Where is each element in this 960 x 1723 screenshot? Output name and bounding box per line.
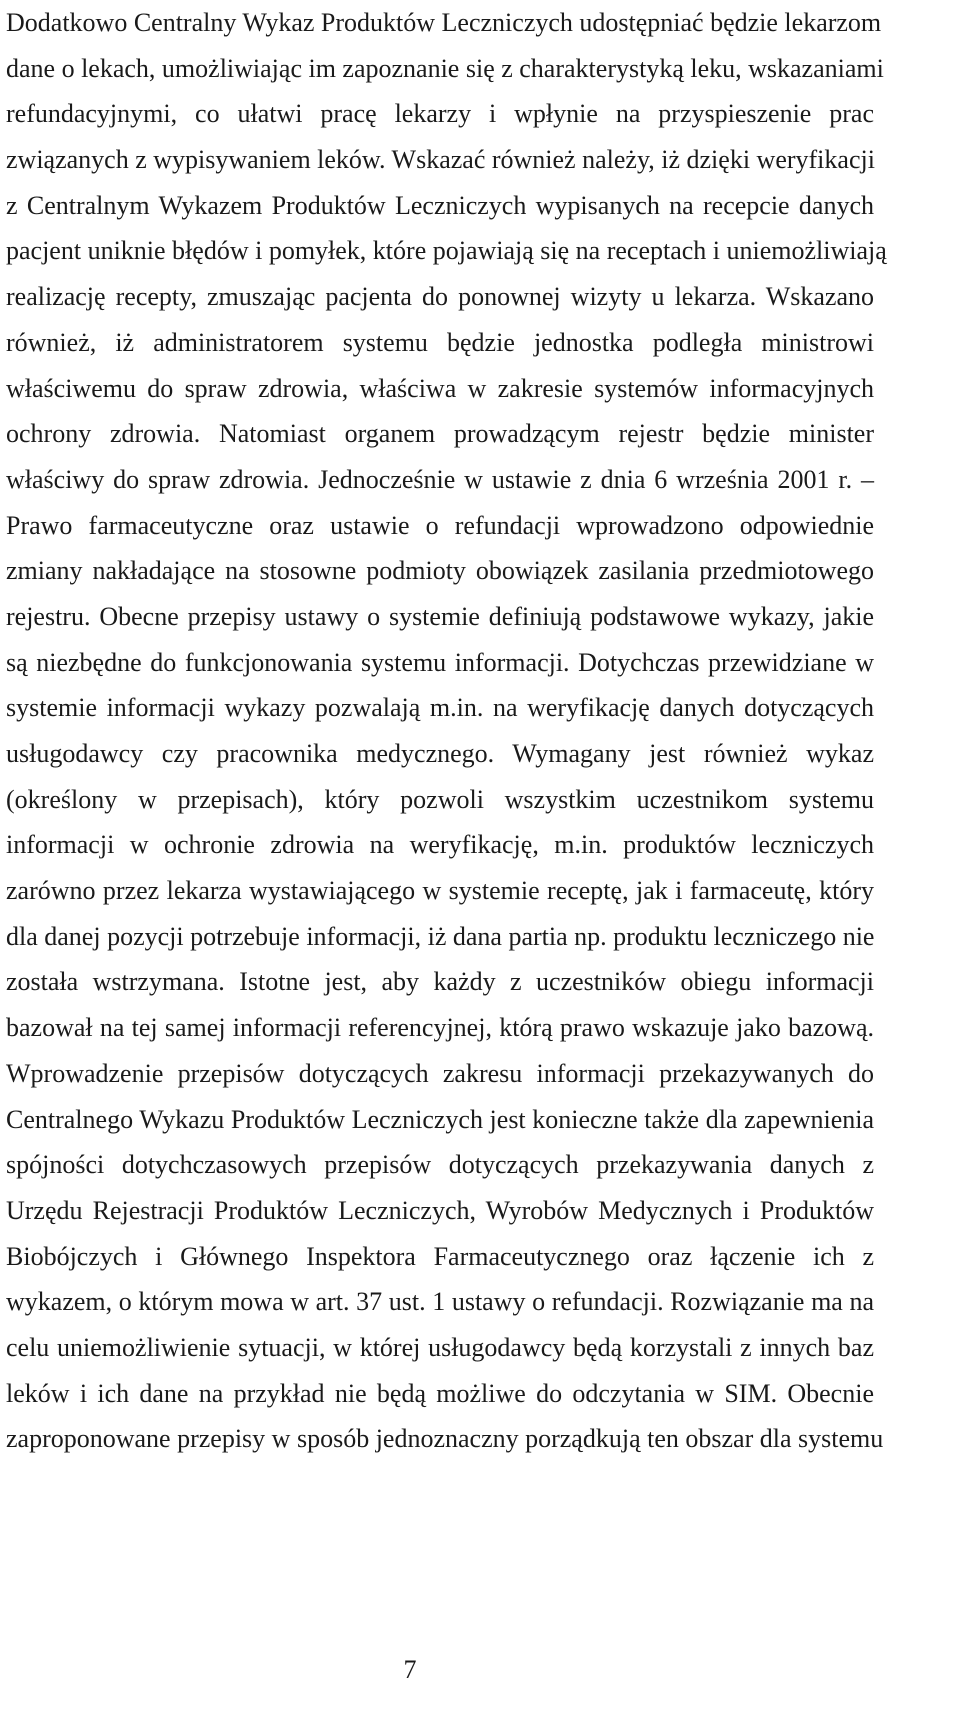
text-line: została wstrzymana. Istotne jest, aby każdy z uczestników obiegu informacji [6, 967, 874, 997]
text-line: wykazem, o którym mowa w art. 37 ust. 1 ustawy o refundacji. Rozwiązanie ma na [6, 1287, 874, 1317]
text-line: również, iż administratorem systemu będzie jednostka podległa ministrowi [6, 327, 874, 357]
text-line: zmiany nakładające na stosowne podmioty obowiązek zasilania przedmiotowego [6, 556, 874, 586]
text-line: usługodawcy czy pracownika medycznego. Wymagany jest również wykaz [6, 739, 874, 768]
text-line: Centralnego Wykazu Produktów Leczniczych jest konieczne także dla zapewnienia [6, 1104, 874, 1134]
text-line: Urzędu Rejestracji Produktów Leczniczych, Wyrobów Medycznych i Produktów [6, 1195, 874, 1225]
text-line: związanych z wypisywaniem leków. Wskazać również należy, iż dzięki weryfikacji [6, 145, 875, 175]
text-line: właściwemu do spraw zdrowia, właściwa w zakresie systemów informacyjnych [6, 373, 874, 403]
text-line: bazował na tej samej informacji referencyjnej, którą prawo wskazuje jako bazową. [6, 1013, 874, 1043]
text-line: właściwy do spraw zdrowia. Jednocześnie w ustawie z dnia 6 września 2001 r. – [6, 464, 874, 494]
text-line: z Centralnym Wykazem Produktów Leczniczych wypisanych na recepcie danych [6, 190, 874, 220]
text-line: zaproponowane przepisy w sposób jednoznaczny porządkują ten obszar dla systemu [6, 1424, 884, 1454]
text-line: refundacyjnymi, co ułatwi pracę lekarzy i wpłynie na przyspieszenie prac [6, 99, 874, 129]
text-line: informacji w ochronie zdrowia na weryfikację, m.in. produktów leczniczych [6, 830, 874, 860]
text-line: Wprowadzenie przepisów dotyczących zakresu informacji przekazywanych do [6, 1058, 874, 1088]
text-line: systemie informacji wykazy pozwalają m.in. na weryfikację danych dotyczących [6, 693, 874, 723]
text-line: są niezbędne do funkcjonowania systemu informacji. Dotychczas przewidziane w [6, 647, 874, 677]
body-paragraph [6, 0, 887, 1462]
text-line: Prawo farmaceutyczne oraz ustawie o refundacji wprowadzono odpowiednie [6, 510, 874, 540]
text-line: spójności dotychczasowych przepisów dotyczących przekazywania danych z [6, 1150, 874, 1180]
text-line: leków i ich dane na przykład nie będą możliwe do odczytania w SIM. Obecnie [6, 1378, 874, 1408]
text-line: celu uniemożliwienie sytuacji, w której usługodawcy będą korzystali z innych baz [6, 1332, 874, 1362]
text-line: Dodatkowo Centralny Wykaz Produktów Leczniczych udostępniać będzie lekarzom [6, 8, 882, 37]
text-line: rejestru. Obecne przepisy ustawy o systemie definiują podstawowe wykazy, jakie [6, 601, 874, 631]
text-line: dla danej pozycji potrzebuje informacji, iż dana partia np. produktu leczniczego nie [6, 921, 875, 951]
text-line: ochrony zdrowia. Natomiast organem prowadzącym rejestr będzie minister [6, 419, 874, 449]
text-line: Biobójczych i Głównego Inspektora Farmaceutycznego oraz łączenie ich z [6, 1241, 874, 1271]
text-line: dane o lekach, umożliwiając im zapoznanie się z charakterystyką leku, wskazaniami [6, 53, 884, 83]
text-line: zarówno przez lekarza wystawiającego w systemie receptę, jak i farmaceutę, który [6, 876, 874, 906]
text-line: (określony w przepisach), który pozwoli wszystkim uczestnikom systemu [6, 784, 874, 814]
page-number: 7 [403, 1655, 417, 1684]
text-line: realizację recepty, zmuszając pacjenta do ponownej wizyty u lekarza. Wskazano [6, 282, 874, 312]
text-line: pacjent uniknie błędów i pomyłek, które pojawiają się na receptach i uniemożliwiają [6, 236, 887, 266]
